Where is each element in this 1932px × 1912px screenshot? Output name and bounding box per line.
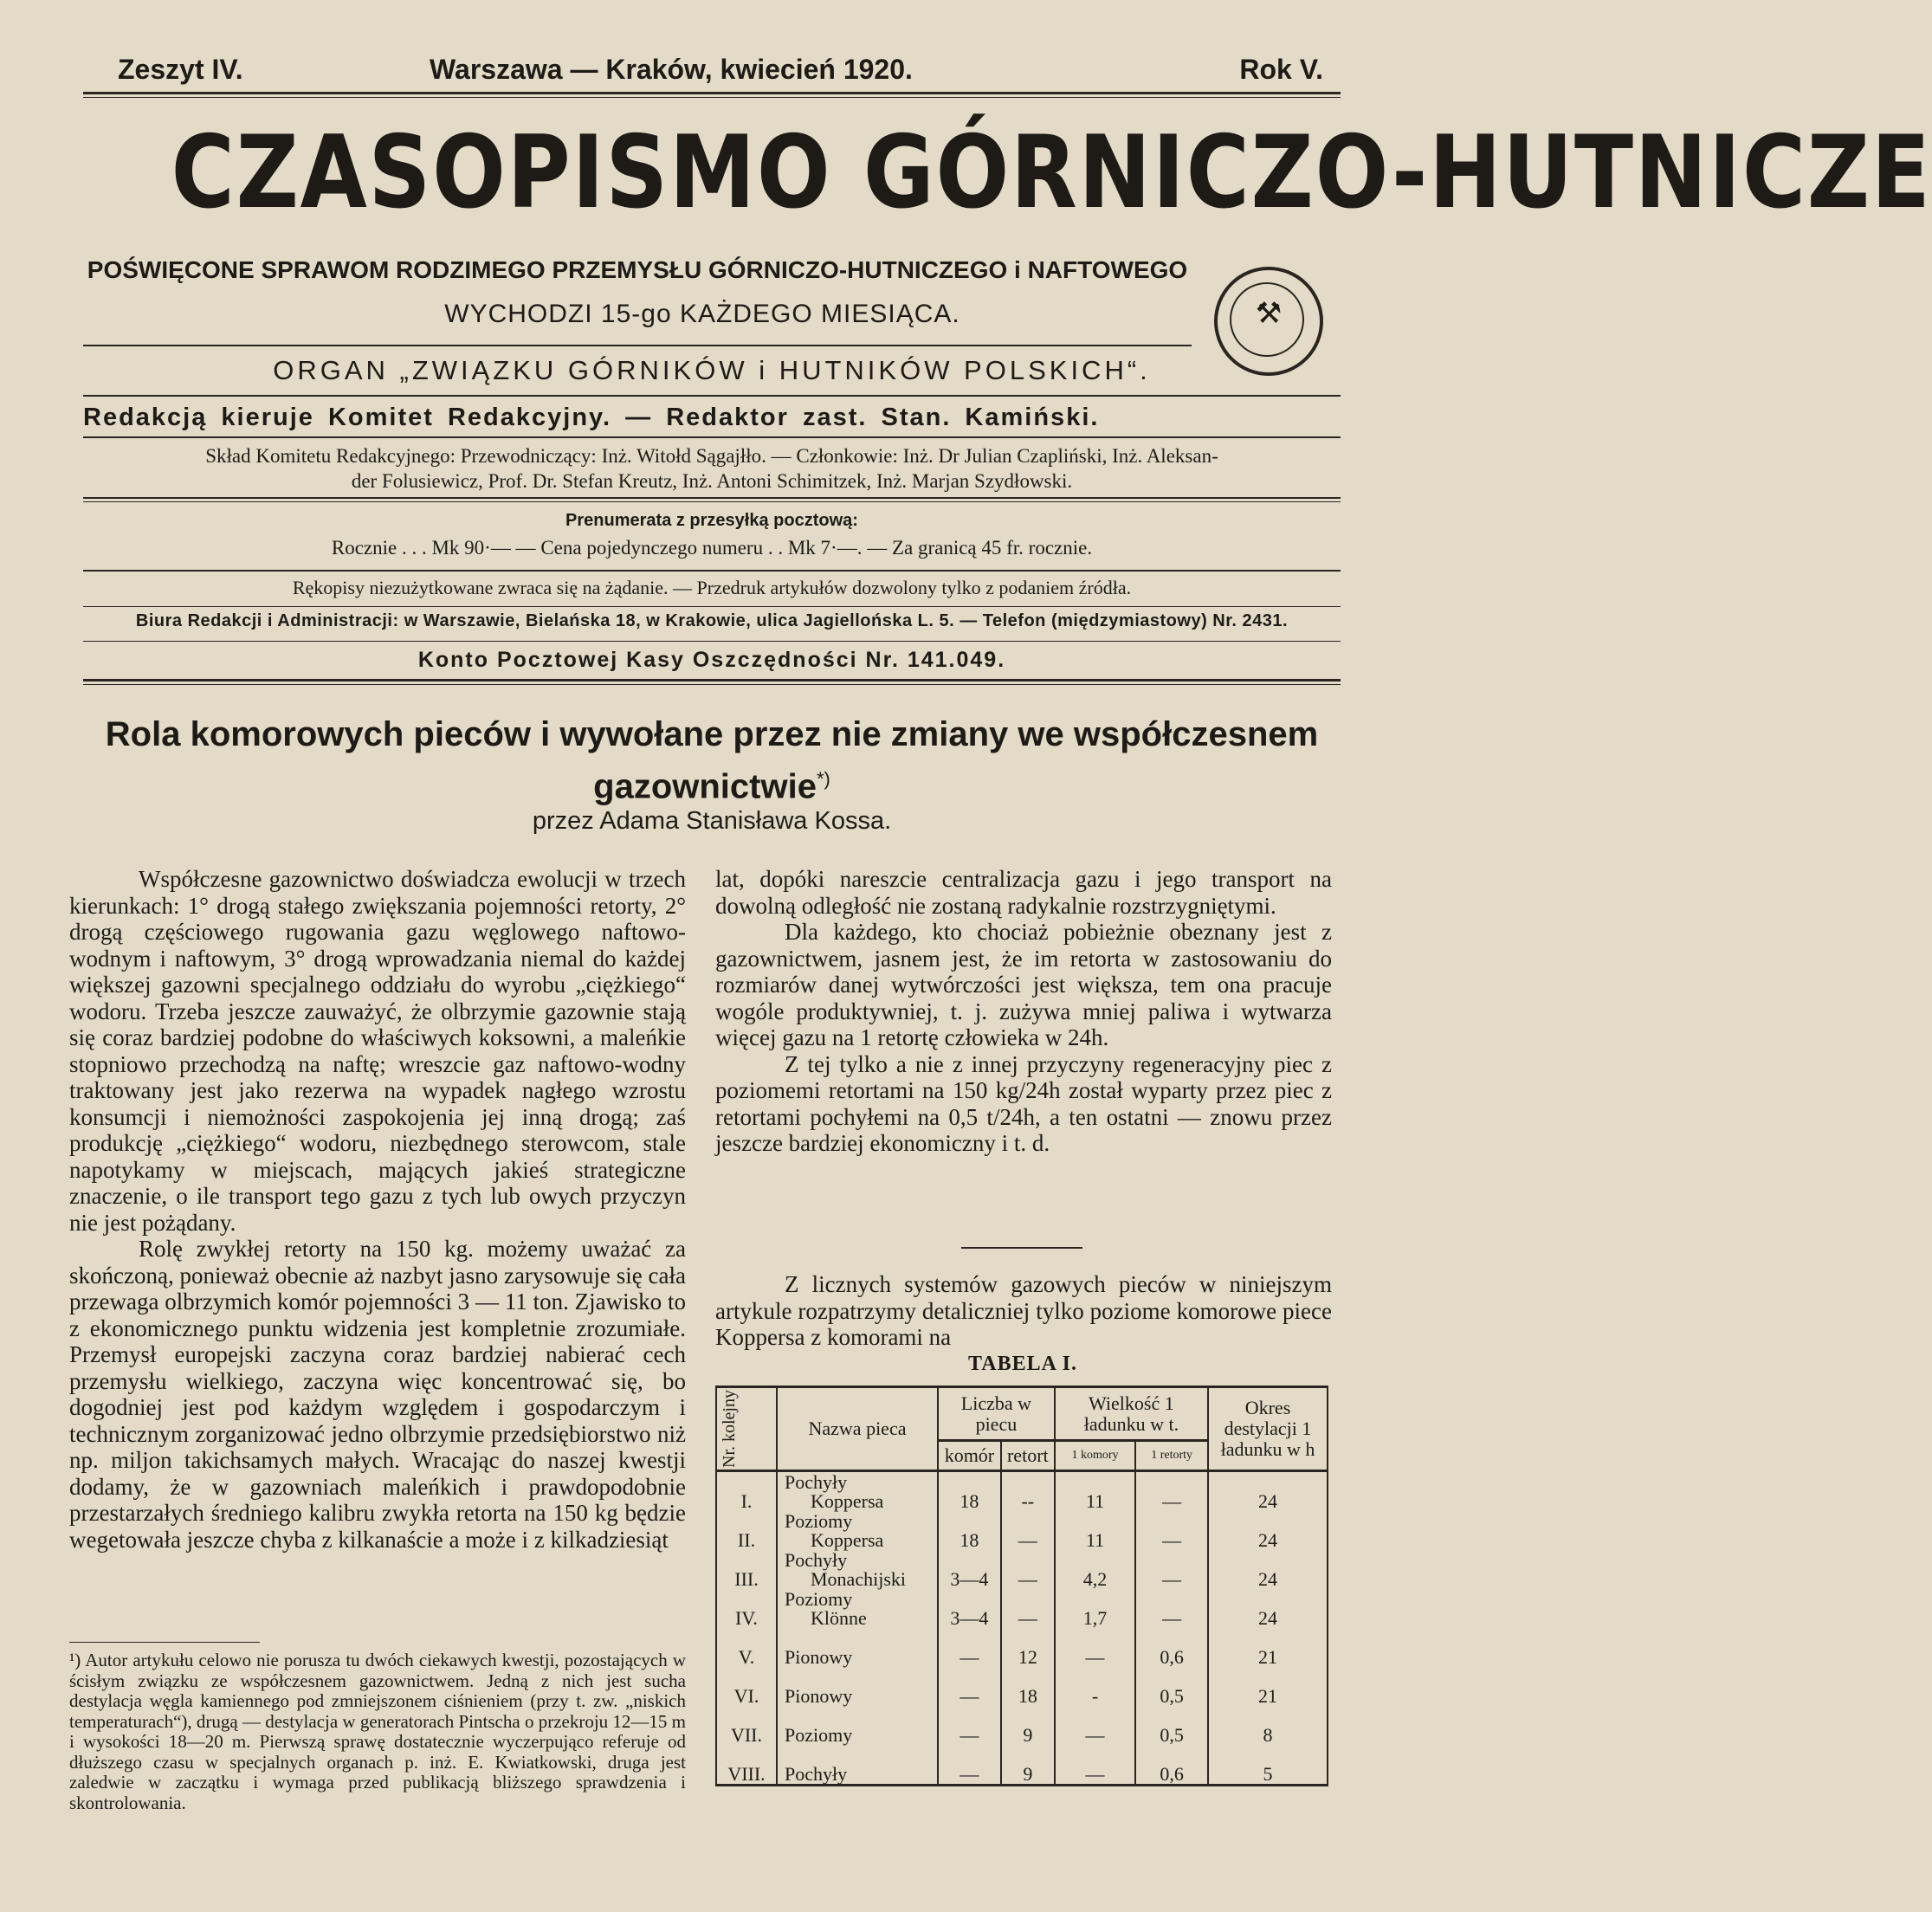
table-cell-okres: 8 [1208, 1706, 1328, 1745]
table-cell-name [777, 1511, 938, 1550]
offices-rule [83, 641, 1341, 642]
paragraph: lat, dopóki nareszcie centralizacja gazu i jego transport na dowolną odległość nie zostaną radykalnie rozstrzygniętymi. [715, 866, 1332, 919]
paragraph: Z tej tylko a nie z innej przyczyny regeneracyjny piec z poziomemi retortami na 150 kg/24h został wyparty przez piec z retortami pochyłemi na 0,5 t/24h, a ten ostatni — znowu przez jeszcze bardziej ekonomiczny i t. d. [715, 1050, 1332, 1156]
table-row [716, 1471, 1328, 1512]
furnace-name: Poziomy [785, 1724, 853, 1746]
furnace-type: Poziomy [785, 1510, 853, 1532]
table-cell-w_komory: 11 [1055, 1511, 1135, 1550]
masthead-title: CZASOPISMO GÓRNICZO-HUTNICZE [171, 114, 1932, 231]
furnace-type: Poziomy [785, 1588, 853, 1610]
table-cell-w_komory: — [1055, 1628, 1135, 1667]
organ-rule-bottom [83, 395, 1341, 397]
table-cell-okres: 24 [1208, 1511, 1328, 1550]
table-row [716, 1706, 1328, 1745]
committee [83, 443, 1341, 494]
table-cell-nr: III. [716, 1550, 777, 1589]
table-cell-retort: 12 [1001, 1628, 1055, 1667]
organ-rule-top [83, 345, 1192, 346]
furnace-name: Koppersa [811, 1529, 884, 1551]
table-cell-w_retorty: — [1135, 1589, 1208, 1628]
table-cell-okres: 21 [1208, 1628, 1328, 1667]
table-row [716, 1589, 1328, 1628]
table-cell-w_retorty: 0,6 [1135, 1745, 1208, 1786]
table-cell-komor: — [938, 1745, 1001, 1786]
table-cell-nr: VII. [716, 1706, 777, 1745]
table-cell-komor: — [938, 1667, 1001, 1706]
table-cell-retort: — [1001, 1511, 1055, 1550]
association-stamp-icon: ⚒ [1214, 267, 1323, 376]
table-cell-w_komory: 4,2 [1055, 1550, 1135, 1589]
table-row [716, 1745, 1328, 1786]
header-nr: Nr. kolejny [716, 1387, 777, 1471]
table-cell-w_komory: - [1055, 1667, 1135, 1706]
table-cell-w_retorty: — [1135, 1471, 1208, 1512]
footnote-marker: *) [816, 768, 830, 790]
publication-frequency: WYCHODZI 15-go KAŻDEGO MIESIĄCA. [444, 300, 960, 328]
subscription-heading: Prenumerata z przesyłką pocztową: [565, 511, 858, 530]
table-cell-w_retorty: 0,5 [1135, 1667, 1208, 1706]
table-cell-retort: 9 [1001, 1745, 1055, 1786]
table-row [716, 1511, 1328, 1550]
offices-address: Biura Redakcji i Administracji: w Warszawie, Bielańska 18, w Krakowie, ulica Jagiellońska L. 5. — Telefon (międzymiastowy) Nr. 2431. [135, 611, 1289, 630]
article-title [83, 712, 1341, 809]
table-cell-komor: 18 [938, 1511, 1001, 1550]
table-cell-retort: -- [1001, 1471, 1055, 1512]
table-cell-retort: — [1001, 1589, 1055, 1628]
table-cell-nr: IV. [716, 1589, 777, 1628]
organ-line: ORGAN „ZWIĄZKU GÓRNIKÓW i HUTNIKÓW POLSKICH“. [273, 355, 1151, 385]
table-cell-okres: 5 [1208, 1745, 1328, 1786]
subscription-prices: Rocznie . . . Mk 90·— — Cena pojedynczego numeru . . Mk 7·—. — Za granicą 45 fr. rocznie. [331, 537, 1093, 559]
header-retort: retort [1001, 1441, 1055, 1471]
table-cell-w_retorty: — [1135, 1550, 1208, 1589]
paragraph: Dla każdego, kto chociaż pobieżnie obeznany jest z gazownictwem, jasnem jest, że im retorta w zastosowaniu do rozmiarów danej wytwórczości jest większa, tem ona pracuje wogóle produktywniej, t. j. zużywa mniej paliwa i wytwarza więcej gazu na 1 retortę człowieka w 24h. [715, 919, 1332, 1050]
year-volume: Rok V. [1239, 54, 1323, 85]
committee-line-2: der Folusiewicz, Prof. Dr. Stefan Kreutz, Inż. Antoni Schimitzek, Inż. Marjan Szydłowski. [351, 470, 1073, 492]
place-date: Warszawa — Kraków, kwiecień 1920. [430, 54, 913, 85]
table-cell-retort: 18 [1001, 1667, 1055, 1706]
paragraph: Rolę zwykłej retorty na 150 kg. możemy uważać za skończoną, ponieważ obecnie aż nazbyt jasno zarysowuje się cała przewaga olbrzymich komór pojemności 3 — 11 ton. Zjawisko to z ekonomicznego punktu widzenia jest kompletnie zrozumiałe. Przemysł europejski zaczyna coraz bardziej nabierać cech przemysłu wielkiego, zaczyna więc koncentrować się, bo dogodniej jest pod każdym względem i gospodarczym i technicznym zorganizować jedno olbrzymie przedsiębiorstwo niż np. miljon takichsamych małych. Wracając do naszej kwestji dodamy, że w gazowniach maleńkich i prawdopodobnie przestarzałych średniego kalibru zwykła retorta na 150 kg będzie wegetowała jeszcze chyba z kilkanaście a może i z kilkadziesiąt [69, 1236, 686, 1553]
masthead-bottom-rule [83, 679, 1341, 681]
footnote: ¹) Autor artykułu celowo nie porusza tu dwóch ciekawych kwestji, pozostających w ścisłym związku ze współczesnem gazownictwem. Jedną z nich jest sucha destylacja węgla kamiennego pod zmniejszonem ciśnieniem (przy t. zw. „niskich temperaturach“), drugą — destylacja w generatorach Pintscha o przekroju 12—15 m i wysokości 18—20 m. Pierwszą sprawę dostatecznie wyczerpująco referuje od dłuższego czasu w specjalnych organach p. inż. E. Kwiatkowski, druga jest zaledwie w zaczątku i wymaga przed publikacją bliższego sprawdzenia i skontrolowania. [69, 1650, 686, 1813]
masthead-bottom-rule-thin [83, 684, 1341, 685]
table-cell-okres: 24 [1208, 1589, 1328, 1628]
table-cell-komor: 3—4 [938, 1550, 1001, 1589]
table-cell-w_komory: 1,7 [1055, 1589, 1135, 1628]
editorship-rule [83, 436, 1341, 438]
table-row [716, 1667, 1328, 1706]
committee-line-1: Skład Komitetu Redakcyjnego: Przewodniczący: Inż. Witołd Sągajłło. — Członkowie: Inż. Dr Julian Czapliński, Inż. Aleksan- [205, 445, 1218, 467]
table-cell-w_komory: — [1055, 1745, 1135, 1786]
header-size-komory: 1 komory [1055, 1441, 1135, 1471]
furnace-type: Pochyły [785, 1549, 848, 1571]
footnote-rule [69, 1642, 260, 1643]
table-cell-komor: 3—4 [938, 1589, 1001, 1628]
table-cell-okres: 24 [1208, 1471, 1328, 1512]
article-title-line-2: gazownictwie [593, 767, 817, 806]
issue-header [83, 54, 1341, 94]
manuscripts-rule [83, 606, 1341, 607]
table-row [716, 1550, 1328, 1589]
table-cell-name [777, 1589, 938, 1628]
table-cell-nr: I. [716, 1471, 777, 1512]
table-cell-nr: II. [716, 1511, 777, 1550]
table-cell-name [777, 1667, 938, 1706]
table-cell-name [777, 1706, 938, 1745]
header-rule [83, 92, 1341, 94]
table-cell-komor: — [938, 1628, 1001, 1667]
committee-rule-thin [83, 501, 1341, 502]
header-rule-thin [83, 97, 1341, 98]
table-cell-retort: — [1001, 1550, 1055, 1589]
header-komor: komór [938, 1441, 1001, 1471]
right-column-continued [715, 1271, 1332, 1351]
header-size-retorty: 1 retorty [1135, 1441, 1208, 1471]
article-title-line-1: Rola komorowych pieców i wywołane przez nie zmiany we współczesnem [105, 715, 1319, 753]
furnace-name: Monachijski [811, 1568, 906, 1590]
furnace-type: Pochyły [785, 1471, 848, 1493]
left-column [69, 866, 686, 1553]
paragraph: Współczesne gazownictwo doświadcza ewolucji w trzech kierunkach: 1° drogą stałego zwiększania pojemności retorty, 2° drogą częściowego rugowania gazu węglowego naftowo-wodnym i naftowym, 3° drogą wprowadzania niemal do każdej większej gazowni specjalnego oddziału do wyrobu „ciężkiego“ wodoru. Trzeba jeszcze zauważyć, że olbrzymie gazownie stają się coraz bardziej podobne do właściwych koksowni, a maleńkie stopniowo przechodzą na naftę; wreszcie gaz naftowo-wodny traktowany jest jako rezerwa na wypadek nagłego wzrostu konsumcji i niemożności zaspokojenia jej inną drogą; zaś produkcję „ciężkiego“ wodoru, niezbędnego sterowcom, stale napotykamy w miejscach, mających jakieś strategiczne znaczenie, o ile transport tego gazu z tych lub owych przyczyn nie jest pożądany. [69, 866, 686, 1236]
furnace-name: Klönne [811, 1607, 867, 1629]
article-author: przez Adama Stanisława Kossa. [532, 807, 892, 835]
table-cell-w_retorty: 0,6 [1135, 1628, 1208, 1667]
paragraph: Z licznych systemów gazowych pieców w niniejszym artykule rozpatrzymy detaliczniej tylko poziome komorowe piece Koppersa z komorami na [715, 1271, 1332, 1350]
header-count: Liczba w piecu [938, 1387, 1055, 1441]
table-cell-komor: 18 [938, 1471, 1001, 1512]
committee-rule [83, 497, 1341, 499]
table-cell-okres: 21 [1208, 1667, 1328, 1706]
subscription-rule [83, 570, 1341, 572]
table-title: TABELA I. [968, 1353, 1077, 1375]
postal-account: Konto Pocztowej Kasy Oszczędności Nr. 141.049. [417, 648, 1006, 672]
furnace-name: Pochyły [785, 1763, 848, 1785]
header-size: Wielkość 1 ładunku w t. [1055, 1387, 1208, 1441]
furnace-table [715, 1386, 1328, 1786]
table-row [716, 1628, 1328, 1667]
issue-number: Zeszyt IV. [118, 54, 243, 85]
furnace-name: Koppersa [811, 1490, 884, 1512]
table-cell-name [777, 1471, 938, 1512]
table-cell-name [777, 1745, 938, 1786]
table-cell-w_retorty: — [1135, 1511, 1208, 1550]
table-cell-nr: VI. [716, 1667, 777, 1706]
manuscripts-note: Rękopisy niezużytkowane zwraca się na żądanie. — Przedruk artykułów dozwolony tylko z podaniem źródła. [292, 577, 1132, 598]
table-cell-nr: VIII. [716, 1745, 777, 1786]
table-cell-name [777, 1550, 938, 1589]
header-name: Nazwa pieca [777, 1387, 938, 1471]
table-cell-nr: V. [716, 1628, 777, 1667]
furnace-name: Pionowy [785, 1646, 853, 1668]
table-cell-w_komory: — [1055, 1706, 1135, 1745]
right-column [715, 866, 1332, 1157]
section-divider [961, 1247, 1082, 1249]
table-cell-retort: 9 [1001, 1706, 1055, 1745]
header-period: Okres destylacji 1 ładunku w h [1208, 1387, 1328, 1471]
furnace-name: Pionowy [785, 1685, 853, 1707]
table-cell-w_retorty: 0,5 [1135, 1706, 1208, 1745]
table-cell-okres: 24 [1208, 1550, 1328, 1589]
masthead-subtitle: POŚWIĘCONE SPRAWOM RODZIMEGO PRZEMYSŁU GÓRNICZO-HUTNICZEGO i NAFTOWEGO [87, 256, 1188, 283]
editorship-line: Redakcją kieruje Komitet Redakcyjny. — Redaktor zast. Stan. Kamiński. [83, 404, 1100, 431]
table-cell-name [777, 1628, 938, 1667]
table-cell-w_komory: 11 [1055, 1471, 1135, 1512]
table-cell-komor: — [938, 1706, 1001, 1745]
